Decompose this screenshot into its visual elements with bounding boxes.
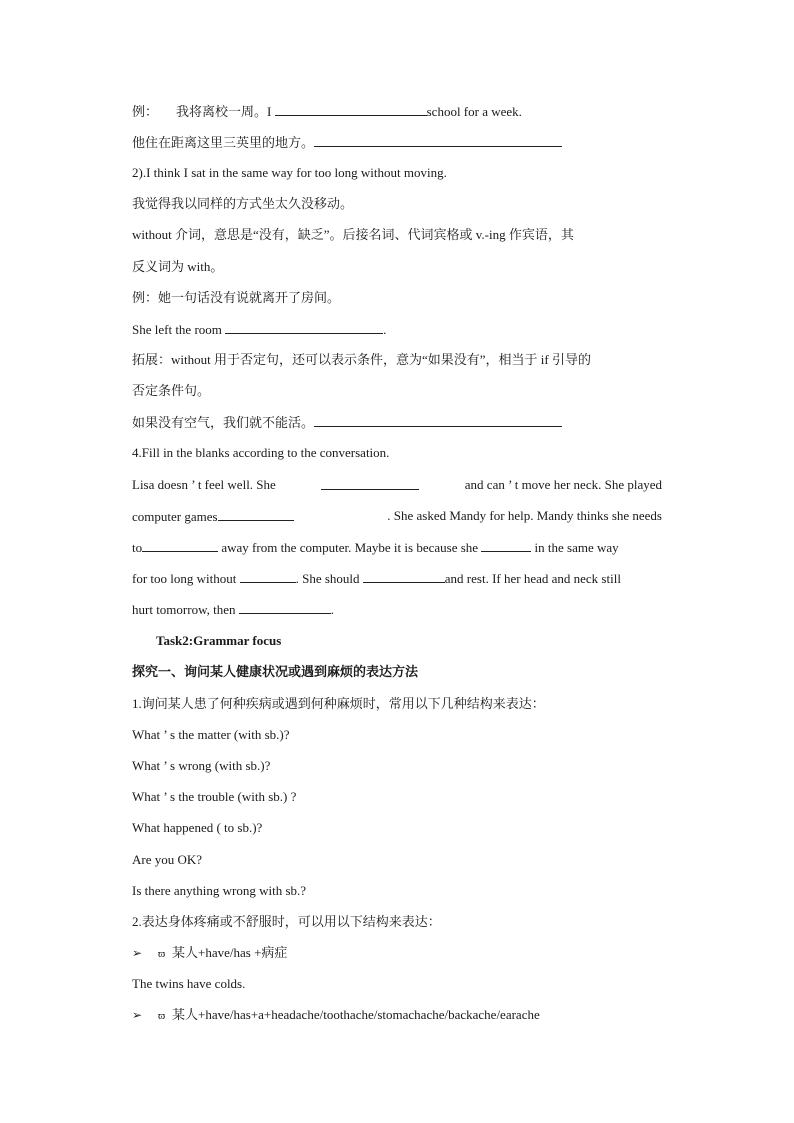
arrow-bullet-icon: ➢: [132, 1008, 143, 1022]
point-1-text: 1.询问某人患了何种疾病或遇到何种麻烦时，常用以下几种结构来表达：: [132, 696, 545, 711]
sentence-text: She left the room: [132, 322, 226, 337]
exercise-text: [132, 507, 294, 526]
exercise-4-line-5: [132, 600, 334, 619]
blank-field[interactable]: [275, 102, 427, 116]
structure-2: [132, 1006, 540, 1025]
point-2-translation: 我觉得我以同样的方式坐太久没移动。: [132, 196, 354, 211]
example-3: The twins have colds.: [132, 976, 246, 991]
question-item: Is there anything wrong with sb.?: [132, 883, 307, 898]
translation-line: [132, 133, 562, 152]
exercise-text: and can ’ t move her neck. She played: [464, 477, 662, 492]
example-line-1: [132, 102, 522, 121]
task-2-heading: Task2:Grammar focus: [156, 633, 282, 648]
arrow-bullet-icon: ➢: [132, 946, 143, 960]
bullet-icon: ϖ: [158, 948, 166, 960]
blank-field[interactable]: [314, 413, 562, 427]
exercise-4-line-1: [132, 476, 662, 494]
point-2-text: 2.表达身体疼痛或不舒服时，可以用以下结构来表达：: [132, 914, 441, 929]
exercise-text: to: [132, 540, 143, 555]
question-item: What ’ s the matter (with sb.)?: [132, 727, 290, 742]
exercise-text: .: [330, 602, 334, 617]
question-item: What ’ s the trouble (with sb.) ?: [132, 789, 297, 804]
extension-example: [132, 413, 562, 432]
exercise-text: computer games: [132, 509, 218, 524]
structure-text: 某人+have/has +病症: [172, 945, 288, 960]
structure-text: 某人+have/has+a+headache/toothache/stomachache/backache/earache: [172, 1007, 540, 1022]
extension-sentence: 如果没有空气，我们就不能活。: [132, 415, 315, 430]
extension-line-1: 拓展：without 用于否定句，还可以表示条件，意为“如果没有”，相当于 if 引导的: [132, 352, 591, 367]
blank-field[interactable]: [225, 320, 383, 334]
example-text: 我将离校一周。I: [176, 104, 275, 119]
structure-1: [132, 944, 287, 963]
blank-field[interactable]: [239, 600, 331, 614]
extension-line-2: 否定条件句。: [132, 383, 211, 398]
exercise-4-line-4: [132, 569, 621, 588]
explore-1-heading: 探究一、询问某人健康状况或遇到麻烦的表达方法: [132, 664, 419, 679]
blank-field[interactable]: [321, 476, 419, 490]
blank-field[interactable]: [314, 133, 562, 147]
example-2-sentence: [132, 320, 386, 339]
question-item: Are you OK?: [132, 852, 203, 867]
without-note-line-2: 反义词为 with。: [132, 259, 224, 274]
exercise-text: . She asked Mandy for help. Mandy thinks she needs: [387, 508, 662, 523]
exercise-text: . She should: [295, 571, 360, 586]
example-label: 例：: [132, 104, 159, 119]
point-2-sentence: 2).I think I sat in the same way for too long without moving.: [132, 165, 447, 180]
exercise-text: hurt tomorrow, then: [132, 602, 236, 617]
exercise-text: for too long without: [132, 571, 237, 586]
exercise-4-line-2: [132, 507, 662, 526]
exercise-text: and rest. If her head and neck still: [444, 571, 621, 586]
question-item: What ’ s wrong (with sb.)?: [132, 758, 271, 773]
exercise-text: Lisa doesn ’ t feel well. She: [132, 477, 276, 492]
sentence-end: .: [383, 322, 387, 337]
chinese-sentence: 他住在距离这里三英里的地方。: [132, 135, 315, 150]
exercise-4-line-3: [132, 538, 619, 557]
blank-field[interactable]: [218, 507, 294, 521]
example-2-title: 例：她一句话没有说就离开了房间。: [132, 290, 341, 305]
exercise-text: in the same way: [531, 540, 619, 555]
blank-field[interactable]: [142, 538, 218, 552]
exercise-4-title: 4.Fill in the blanks according to the conversation.: [132, 445, 390, 460]
bullet-icon: ϖ: [158, 1010, 166, 1022]
question-item: What happened ( to sb.)?: [132, 820, 263, 835]
blank-field[interactable]: [240, 569, 296, 583]
without-note-line-1: without 介词，意思是“没有，缺乏”。后接名词、代词宾格或 v.-ing 作宾语，其: [132, 227, 574, 242]
blank-field[interactable]: [481, 538, 531, 552]
exercise-text: away from the computer. Maybe it is because she: [218, 540, 479, 555]
example-tail: school for a week.: [426, 104, 522, 119]
blank-field[interactable]: [363, 569, 445, 583]
